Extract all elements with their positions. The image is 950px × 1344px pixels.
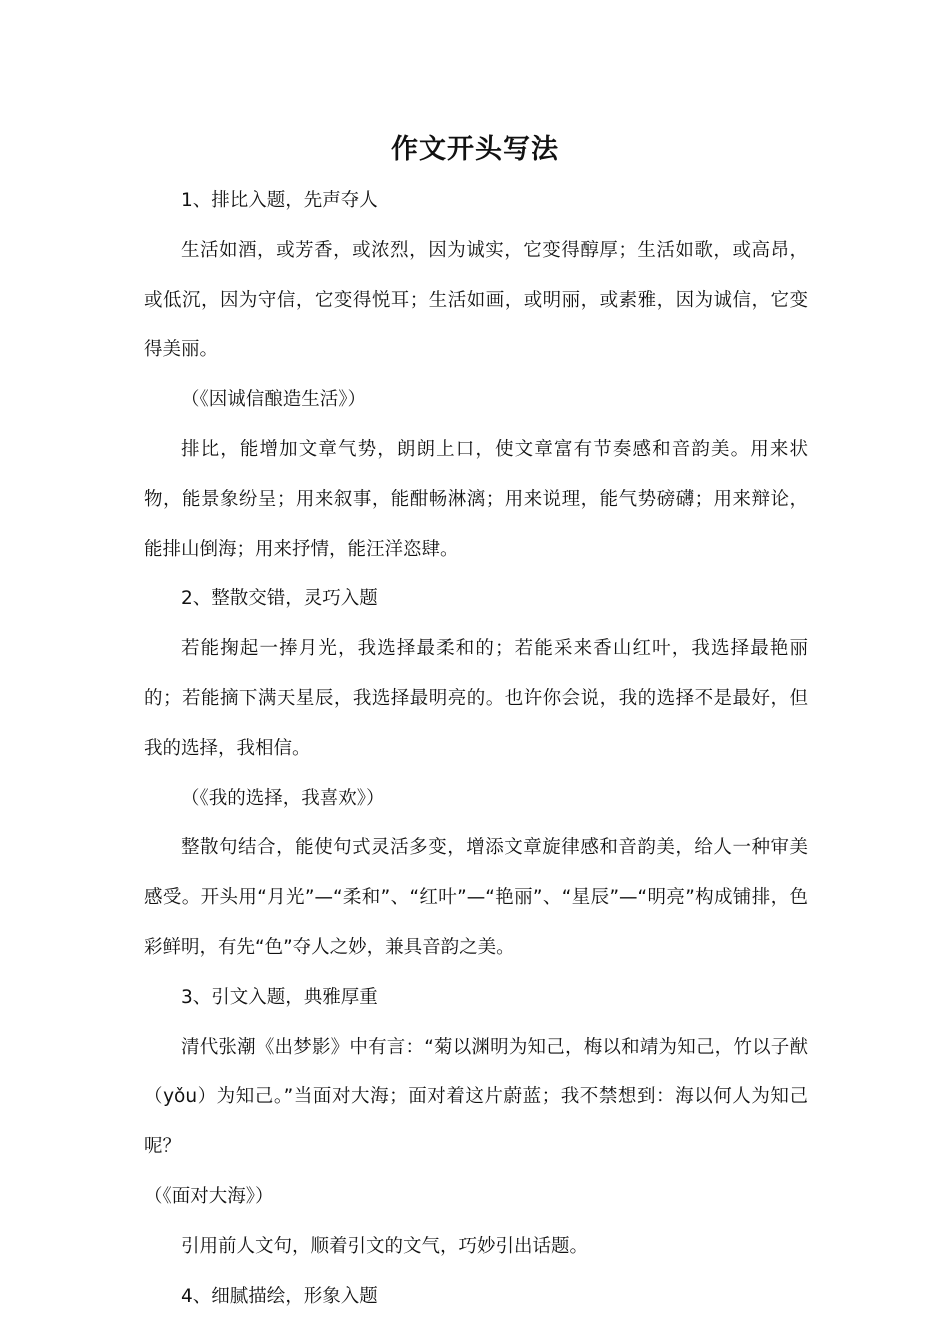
source-title-3: （《面对大海》） [144, 1185, 274, 1207]
example-paragraph-2: 若能掬起一捧月光，我选择最柔和的；若能采来香山红叶，我选择最艳丽的；若能摘下满天星辰，我选择最明亮的。也许你会说，我的选择不是最好，但我的选择，我相信。 [144, 638, 808, 759]
source-title-1: （《因诚信酿造生活》） [181, 389, 367, 411]
section-heading-4: 4、细腻描绘，形象入题 [181, 1285, 378, 1307]
explanation-paragraph-2: 整散句结合，能使句式灵活多变，增添文章旋律感和音韵美，给人一种审美感受。开头用“月光”—“柔和”、“红叶”—“艳丽”、“星辰”—“明亮”构成铺排，色彩鲜明，有先“色”夺人之妙，兼具音韵之美。 [144, 837, 808, 958]
section-heading-1: 1、排比入题，先声夺人 [181, 190, 378, 211]
explanation-paragraph-3: 引用前人文句，顺着引文的文气，巧妙引出话题。 [181, 1235, 589, 1257]
section-heading-3: 3、引文入题，典雅厚重 [181, 986, 378, 1008]
document-body [144, 176, 808, 1321]
source-title-2: （《我的选择，我喜欢》） [181, 787, 385, 809]
section-heading-2: 2、整散交错，灵巧入题 [181, 588, 378, 610]
example-paragraph-3: 清代张潮《出梦影》中有言：“菊以渊明为知己，梅以和靖为知己，竹以子猷（yǒu）为知己。”当面对大海；面对着这片蔚蓝；我不禁想到：海以何人为知己呢？ [144, 1036, 808, 1158]
example-paragraph-1: 生活如酒，或芳香，或浓烈，因为诚实，它变得醇厚；生活如歌，或高昂，或低沉，因为守信，它变得悦耳；生活如画，或明丽，或素雅，因为诚信，它变得美丽。 [144, 239, 808, 361]
document-title: 作文开头写法 [391, 134, 559, 165]
explanation-paragraph-1: 排比，能增加文章气势，朗朗上口，使文章富有节奏感和音韵美。用来状物，能景象纷呈；用来叙事，能酣畅淋漓；用来说理，能气势磅礴；用来辩论，能排山倒海；用来抒情，能汪洋恣肆。 [144, 438, 808, 560]
